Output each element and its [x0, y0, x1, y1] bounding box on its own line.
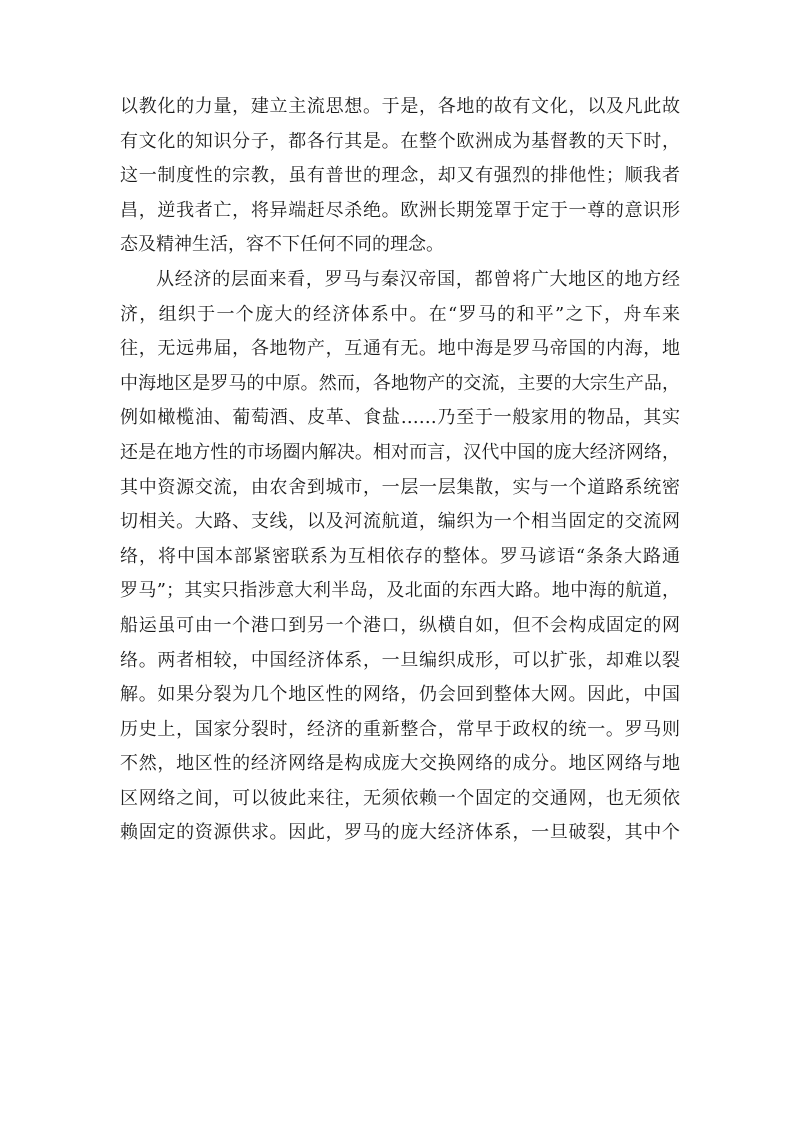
text-line: 昌，逆我者亡，将异端赶尽杀绝。欧洲长期笼罩于定于一尊的意识形 — [120, 199, 680, 221]
text-line: 解。如果分裂为几个地区性的网络，仍会回到整体大网。因此，中国 — [120, 684, 680, 706]
text-line: 济，组织于一个庞大的经济体系中。在“罗马的和平”之下，舟车来 — [120, 303, 680, 325]
text-line: 这一制度性的宗教，虽有普世的理念，却又有强烈的排他性；顺我者 — [120, 165, 680, 187]
text-line: 以教化的力量，建立主流思想。于是，各地的故有文化，以及凡此故 — [120, 96, 680, 117]
text-line: 还是在地方性的市场圈内解决。相对而言，汉代中国的庞大经济网络， — [120, 441, 680, 463]
text-line: 不然，地区性的经济网络是构成庞大交换网络的成分。地区网络与地 — [120, 753, 680, 775]
text-line: 区网络之间，可以彼此来往，无须依赖一个固定的交通网，也无须依 — [120, 787, 680, 809]
text-line: 中海地区是罗马的中原。然而，各地物产的交流，主要的大宗生产品， — [120, 372, 680, 394]
text-line: 络，将中国本部紧密联系为互相依存的整体。罗马谚语“条条大路通 — [120, 545, 680, 567]
text-line: 罗马”；其实只指涉意大利半岛，及北面的东西大路。地中海的航道， — [120, 580, 680, 602]
text-line: 络。两者相较，中国经济体系，一旦编织成形，可以扩张，却难以裂 — [120, 649, 680, 671]
text-line: 有文化的知识分子，都各行其是。在整个欧洲成为基督教的天下时， — [120, 130, 680, 152]
text-line: 从经济的层面来看，罗马与秦汉帝国，都曾将广大地区的地方经 — [156, 268, 680, 290]
text-line: 赖固定的资源供求。因此，罗马的庞大经济体系，一旦破裂，其中个 — [120, 822, 680, 844]
text-line: 船运虽可由一个港口到另一个港口，纵横自如，但不会构成固定的网 — [120, 614, 680, 636]
text-line: 切相关。大路、支线，以及河流航道，编织为一个相当固定的交流网 — [120, 511, 680, 533]
body-text — [120, 90, 680, 851]
text-line: 往，无远弗届，各地物产，互通有无。地中海是罗马帝国的内海，地 — [120, 338, 680, 360]
text-line: 例如橄榄油、葡萄酒、皮革、食盐……乃至于一般家用的物品，其实 — [120, 407, 680, 429]
text-line: 其中资源交流，由农舍到城市，一层一层集散，实与一个道路系统密 — [120, 476, 680, 498]
text-line: 态及精神生活，容不下任何不同的理念。 — [120, 234, 444, 256]
text-line: 历史上，国家分裂时，经济的重新整合，常早于政权的统一。罗马则 — [120, 718, 680, 740]
